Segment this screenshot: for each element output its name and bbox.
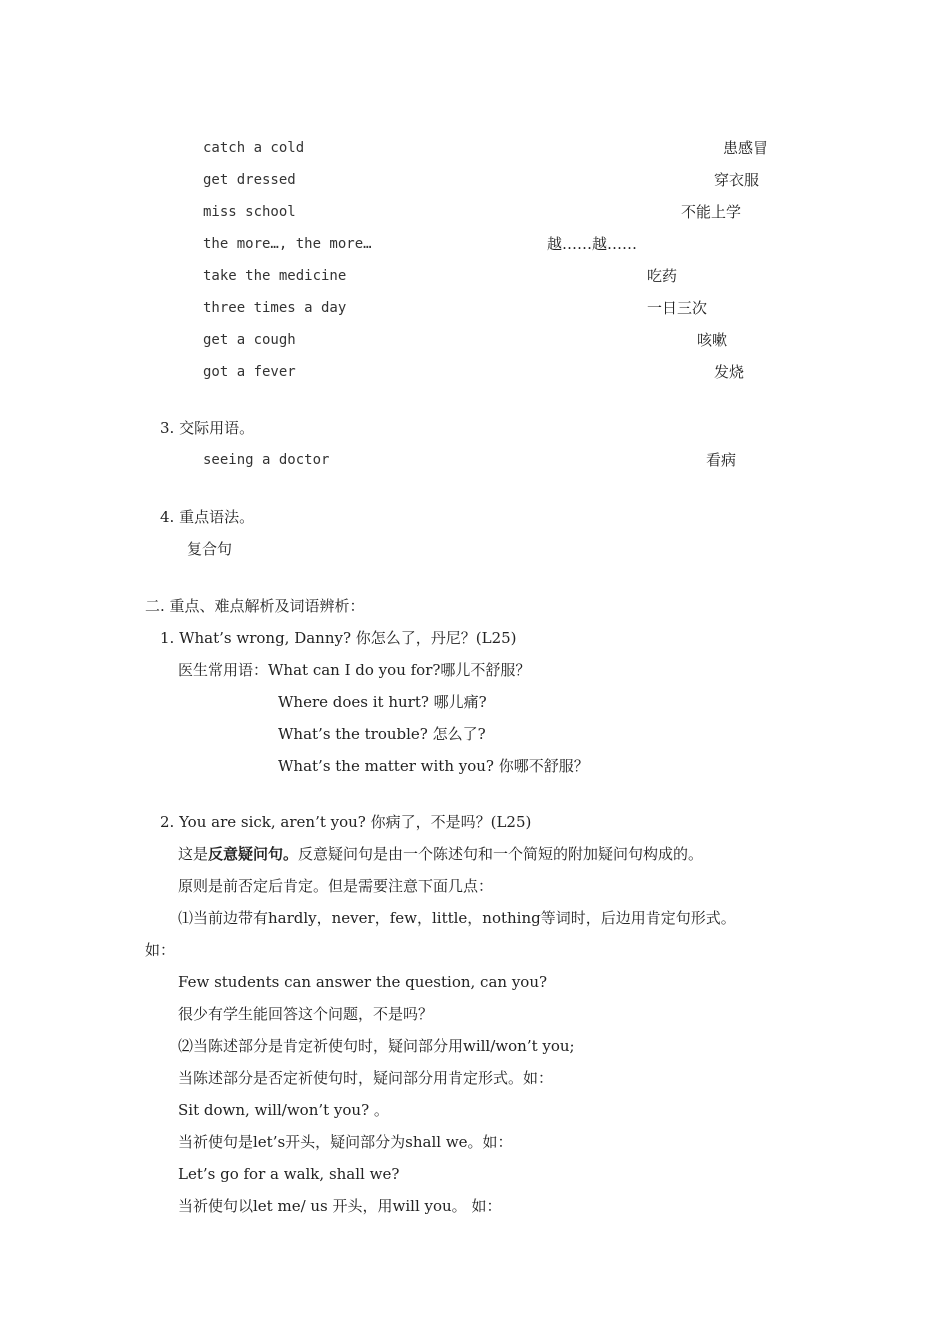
section-3-heading: 3. 交际用语。: [160, 419, 255, 437]
vocab-cn-4: 越……越……: [547, 235, 638, 253]
point-1-phrase-4: What’s the matter with you? 你哪不舒服？: [278, 757, 589, 775]
point-2-line-1: [178, 844, 703, 864]
point-2-line-11: 当祈使句以let me/ us 开头，用will you。 如：: [178, 1197, 502, 1215]
line-1-pre: 这是: [178, 845, 209, 863]
vocab-en-5: take the medicine: [203, 268, 347, 284]
vocab-en-1: catch a cold: [203, 140, 305, 156]
line-1-post: 反意疑问句是由一个陈述句和一个简短的附加疑问句构成的。: [298, 845, 704, 863]
point-1-title: 1. What’s wrong, Danny? 你怎么了，丹尼？(L25): [160, 629, 517, 647]
vocab-en-4: the more…, the more…: [203, 236, 372, 252]
vocab-en-3: miss school: [203, 204, 296, 220]
vocab-en-2: get dressed: [203, 172, 296, 188]
point-2-line-5: 很少有学生能回答这个问题，不是吗？: [178, 1005, 434, 1023]
point-1-phrase-3: What’s the trouble? 怎么了?: [278, 725, 486, 743]
vocab-cn-8: 发烧: [714, 363, 745, 381]
vocab-cn-5: 吃药: [647, 267, 678, 285]
point-2-line-3b: 如：: [145, 941, 176, 959]
point-2-title: 2. You are sick, aren’t you? 你病了，不是吗？(L25): [160, 813, 532, 831]
vocab-en-7: get a cough: [203, 332, 296, 348]
vocab-cn-2: 穿衣服: [714, 171, 760, 189]
vocab-en-8: got a fever: [203, 364, 296, 380]
point-2-line-8: Sit down, will/won’t you? 。: [178, 1101, 389, 1119]
vocab-en-6: three times a day: [203, 300, 347, 316]
line-1-bold-term: 反意疑问句。: [208, 845, 299, 863]
section-3-item-en: seeing a doctor: [203, 452, 330, 468]
point-2-line-3: ⑴当前边带有hardly，never，few，little，nothing等词时，后边用肯定句形式。: [178, 909, 736, 927]
vocab-cn-7: 咳嗽: [697, 331, 728, 349]
point-2-line-10: Let’s go for a walk, shall we?: [178, 1165, 400, 1183]
section-4-item: 复合句: [187, 540, 233, 558]
part-2-heading: 二. 重点、难点解析及词语辨析：: [145, 597, 365, 615]
point-1-phrase-2: Where does it hurt? 哪儿痛?: [278, 693, 487, 711]
point-2-line-9: 当祈使句是let’s开头，疑问部分为shall we。如：: [178, 1133, 513, 1151]
vocab-cn-6: 一日三次: [647, 299, 708, 317]
vocab-cn-1: 患感冒: [723, 139, 769, 157]
section-4-heading: 4. 重点语法。: [160, 508, 255, 526]
point-1-doctor-phrase: 医生常用语：What can I do you for?哪儿不舒服？: [178, 661, 531, 679]
vocab-cn-3: 不能上学: [681, 203, 742, 221]
section-3-item-cn: 看病: [706, 451, 737, 469]
point-2-line-2: 原则是前否定后肯定。但是需要注意下面几点：: [178, 877, 494, 895]
point-2-line-6: ⑵当陈述部分是肯定祈使句时，疑问部分用will/won’t you;: [178, 1037, 575, 1055]
point-2-line-7: 当陈述部分是否定祈使句时，疑问部分用肯定形式。如：: [178, 1069, 554, 1087]
point-2-line-4: Few students can answer the question, can you?: [178, 973, 548, 991]
